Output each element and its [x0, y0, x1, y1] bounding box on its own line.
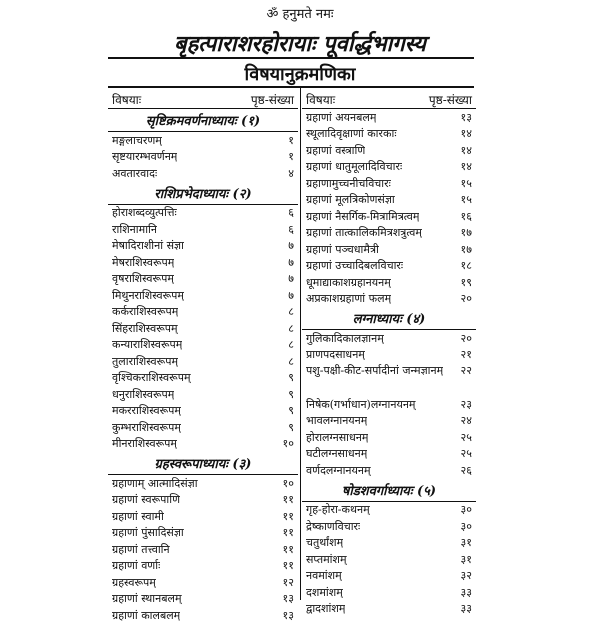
entry-topic: वृश्चिकराशिस्वरूपम्: [112, 371, 191, 385]
index-entry: [108, 149, 298, 166]
index-entry: [108, 558, 298, 575]
index-entry: [108, 205, 298, 222]
entry-page-number: ३१: [460, 552, 472, 566]
right-column-entries: [302, 109, 476, 307]
entry-topic: ग्रहाणां उच्चादिबलविचारः: [306, 259, 404, 273]
entry-topic: गुलिकादिकालज्ञानम्: [306, 331, 384, 345]
entry-topic: ग्रहाणां स्थानबलम्: [112, 592, 182, 606]
index-entry: [302, 175, 476, 192]
entry-topic: ग्रहस्वरूपम्: [112, 575, 156, 589]
index-entry: [302, 192, 476, 209]
index-entry: [302, 258, 476, 275]
column-header-page: पृष्ठ-संख्या: [250, 92, 294, 107]
entry-page-number: ९: [288, 420, 294, 434]
entry-topic: मिथुनराशिस्वरूपम्: [112, 288, 185, 302]
entry-page-number: ३१: [460, 536, 472, 550]
entry-page-number: ११: [282, 559, 294, 573]
entry-topic: सिंहराशिस्वरूपम्: [112, 321, 178, 335]
entry-page-number: १४: [460, 160, 472, 174]
entry-page-number: ४: [288, 166, 294, 180]
entry-topic: कर्कराशिस्वरूपम्: [112, 305, 179, 319]
entry-page-number: १५: [460, 193, 472, 207]
index-entry: [302, 208, 476, 225]
index-entry: [302, 291, 476, 308]
entry-page-number: ७: [288, 272, 294, 286]
index-entry: [108, 436, 298, 453]
entry-page-number: ६: [288, 222, 294, 236]
index-entry: [302, 429, 476, 446]
entry-page-number: २३: [460, 397, 472, 411]
entry-page-number: ८: [288, 354, 294, 368]
entry-topic: तुलाराशिस्वरूपम्: [112, 354, 179, 368]
index-entry: [108, 254, 298, 271]
entry-page-number: २०: [460, 292, 472, 306]
index-entry: [302, 225, 476, 242]
entry-page-number: १४: [460, 143, 472, 157]
entry-topic: ग्रहाणां मूलत्रिकोणसंज्ञा: [306, 193, 395, 207]
index-entry: [302, 241, 476, 258]
entry-page-number: ९: [288, 404, 294, 418]
entry-page-number: १३: [460, 110, 472, 124]
entry-page-number: ३२: [460, 569, 472, 583]
index-entry: [108, 475, 298, 492]
entry-topic: अवतारवादः: [112, 166, 158, 180]
entry-topic: ग्रहाणां तत्त्वानि: [112, 542, 170, 556]
index-entry: [302, 462, 476, 479]
index-entry: [108, 221, 298, 238]
entry-page-number: ३०: [460, 519, 472, 533]
entry-page-number: ३३: [460, 602, 472, 616]
entry-page-number: १६: [460, 209, 472, 223]
index-entry: [302, 535, 476, 552]
entry-topic: ग्रहाणां पञ्चधामैत्री: [306, 242, 379, 256]
entry-page-number: १: [288, 150, 294, 164]
entry-page-number: १७: [460, 226, 472, 240]
index-entry: [302, 568, 476, 585]
entry-topic: वृषराशिस्वरूपम्: [112, 272, 174, 286]
entry-topic: राशिनामानि: [112, 222, 158, 236]
entry-topic: ग्रहाणां स्वरूपाणि: [112, 493, 181, 507]
index-entry: [302, 518, 476, 535]
index-entry: [108, 271, 298, 288]
entry-topic: सप्तमांशम्: [306, 552, 347, 566]
entry-topic: गृह-होरा-कथनम्: [306, 503, 370, 517]
column-divider: [300, 88, 301, 600]
entry-topic: दशमांशम्: [306, 585, 343, 599]
entry-page-number: १३: [282, 592, 294, 606]
index-entry: [108, 287, 298, 304]
index-entry: [302, 126, 476, 143]
entry-topic: ग्रहाणाम् आत्मादिसंज्ञा: [112, 476, 198, 490]
entry-page-number: ७: [288, 239, 294, 253]
entry-page-number: ११: [282, 542, 294, 556]
entry-page-number: ८: [288, 338, 294, 352]
entry-page-number: २६: [460, 463, 472, 477]
index-entry: [108, 304, 298, 321]
column-header-subject: विषयाः: [306, 92, 336, 107]
entry-topic: निषेक(गर्भाधान)लग्नानयनम्: [306, 397, 416, 411]
entry-page-number: २१: [460, 348, 472, 362]
entry-topic: सृष्टयारम्भवर्णनम्: [112, 150, 178, 164]
index-entry: [302, 109, 476, 126]
invocation-line: ॐ हनुमते नमः: [266, 7, 334, 22]
entry-topic: ग्रहाणां अयनबलम्: [306, 110, 377, 124]
index-entry: [108, 419, 298, 436]
index-entry: [108, 574, 298, 591]
chapter-heading: षोडशवर्गाध्यायः (५): [302, 479, 476, 502]
entry-page-number: २४: [460, 414, 472, 428]
index-entry: [302, 159, 476, 176]
index-entry: [108, 370, 298, 387]
index-entry: [108, 320, 298, 337]
entry-topic: ग्रहाणां वर्णाः: [112, 559, 161, 573]
entry-page-number: २५: [460, 447, 472, 461]
index-entry: [108, 591, 298, 608]
index-entry: [108, 492, 298, 509]
chapter-heading: राशिप्रभेदाध्यायः (२): [108, 182, 298, 205]
index-entry: [302, 347, 476, 364]
entry-page-number: ३०: [460, 503, 472, 517]
index-entry: [302, 413, 476, 430]
entry-page-number: ११: [282, 493, 294, 507]
entry-topic: कन्याराशिस्वरूपम्: [112, 338, 183, 352]
entry-topic: धूमाद्याकाशग्रहानयनम्: [306, 275, 391, 289]
entry-page-number: १७: [460, 242, 472, 256]
entry-page-number: २२: [460, 364, 472, 377]
entry-page-number: ८: [288, 321, 294, 335]
entry-topic: होरालग्नसाधनम्: [306, 430, 369, 444]
index-entry: [108, 386, 298, 403]
entry-page-number: ११: [282, 509, 294, 523]
entry-topic: मङ्गलाचरणम्: [112, 133, 162, 147]
index-entry: [108, 525, 298, 542]
entry-topic: द्रेष्काणविचारः: [306, 519, 361, 533]
index-entry: [108, 508, 298, 525]
index-entry: [302, 396, 476, 413]
index-column-right: [302, 90, 476, 617]
entry-topic: घटीलग्नसाधनम्: [306, 447, 368, 461]
entry-topic: ग्रहाणामुच्चनीचविचारः: [306, 176, 391, 190]
index-column-left: [108, 90, 298, 624]
entry-topic: वर्णदलग्नानयनम्: [306, 463, 371, 477]
entry-page-number: १५: [460, 176, 472, 190]
entry-topic: ग्रहाणां नैसर्गिक-मित्रामित्रत्वम्: [306, 209, 420, 223]
index-entry: [302, 330, 476, 347]
chapter-heading: लग्नाध्यायः (४): [302, 307, 476, 330]
entry-topic: अप्रकाशग्रहाणां फलम्: [306, 292, 392, 306]
entry-topic: ग्रहाणां स्वामी: [112, 509, 164, 523]
entry-page-number: १०: [282, 476, 294, 490]
entry-page-number: २५: [460, 430, 472, 444]
index-entry: [302, 142, 476, 159]
column-header-page: पृष्ठ-संख्या: [428, 92, 472, 107]
index-entry: [108, 132, 298, 149]
entry-topic: ग्रहाणां पुंसादिसंज्ञा: [112, 526, 184, 540]
entry-page-number: १०: [282, 437, 294, 451]
entry-topic: धनुराशिस्वरूपम्: [112, 387, 175, 401]
index-entry: [108, 541, 298, 558]
index-entry: [302, 502, 476, 519]
index-entry: [108, 165, 298, 182]
index-title: विषयानुक्रमणिका: [244, 64, 356, 85]
entry-topic: द्वादशांशम्: [306, 602, 346, 616]
index-entry: [302, 363, 476, 396]
column-header-subject: विषयाः: [112, 92, 142, 107]
index-entry: [108, 337, 298, 354]
entry-page-number: २०: [460, 331, 472, 345]
entry-page-number: ९: [288, 371, 294, 385]
left-column-body: [108, 109, 298, 624]
entry-topic: चतुर्थांशम्: [306, 536, 344, 550]
column-header: [302, 90, 476, 109]
entry-topic: नवमांशम्: [306, 569, 342, 583]
entry-page-number: ३३: [460, 585, 472, 599]
index-entry: [108, 403, 298, 420]
entry-topic: मेषादिराशीनां संज्ञा: [112, 239, 184, 253]
entry-topic: प्राणपदसाधनम्: [306, 348, 365, 362]
index-entry: [302, 584, 476, 601]
entry-page-number: ७: [288, 255, 294, 269]
entry-topic: ग्रहाणां कालबलम्: [112, 608, 181, 622]
index-entry: [302, 274, 476, 291]
entry-topic: भावलग्नानयनम्: [306, 414, 368, 428]
entry-page-number: १८: [460, 259, 472, 273]
entry-page-number: १३: [282, 608, 294, 622]
entry-topic: मेषराशिस्वरूपम्: [112, 255, 175, 269]
entry-page-number: ११: [282, 526, 294, 540]
index-entry: [108, 607, 298, 624]
entry-page-number: १९: [460, 275, 472, 289]
index-entry: [108, 238, 298, 255]
entry-page-number: ९: [288, 387, 294, 401]
entry-topic: ग्रहाणां धातुमूलादिविचारः: [306, 160, 403, 174]
entry-topic: मीनराशिस्वरूपम्: [112, 437, 177, 451]
book-title: बृहत्पाराशरहोरायाः पूर्वार्द्धभागस्य: [174, 31, 426, 57]
entry-topic: मकरराशिस्वरूपम्: [112, 404, 181, 418]
entry-page-number: ७: [288, 288, 294, 302]
entry-topic: स्थूलादिवृक्षाणां कारकाः: [306, 127, 397, 141]
column-header: [108, 90, 298, 109]
entry-page-number: ६: [288, 206, 294, 220]
entry-page-number: १: [288, 133, 294, 147]
entry-page-number: ८: [288, 305, 294, 319]
entry-topic: ग्रहाणां वस्त्राणि: [306, 143, 366, 157]
entry-page-number: १४: [460, 127, 472, 141]
entry-page-number: १२: [282, 575, 294, 589]
chapter-heading: सृष्टिक्रमवर्णनाध्यायः (१): [108, 109, 298, 132]
index-entry: [108, 353, 298, 370]
index-entry: [302, 551, 476, 568]
right-column-body: [302, 307, 476, 617]
chapter-heading: ग्रहस्वरूपाध्यायः (३): [108, 452, 298, 475]
entry-topic: ग्रहाणां तात्कालिकमित्रशत्रुत्वम्: [306, 226, 422, 240]
entry-topic: होराशब्दव्युत्पत्तिः: [112, 206, 177, 220]
entry-topic: कुम्भराशिस्वरूपम्: [112, 420, 181, 434]
index-entry: [302, 446, 476, 463]
entry-topic: पशु-पक्षी-कीट-सर्पादीनां जन्मज्ञानम्: [306, 364, 444, 377]
title-rule-bottom: [108, 86, 474, 88]
index-entry: [302, 601, 476, 618]
